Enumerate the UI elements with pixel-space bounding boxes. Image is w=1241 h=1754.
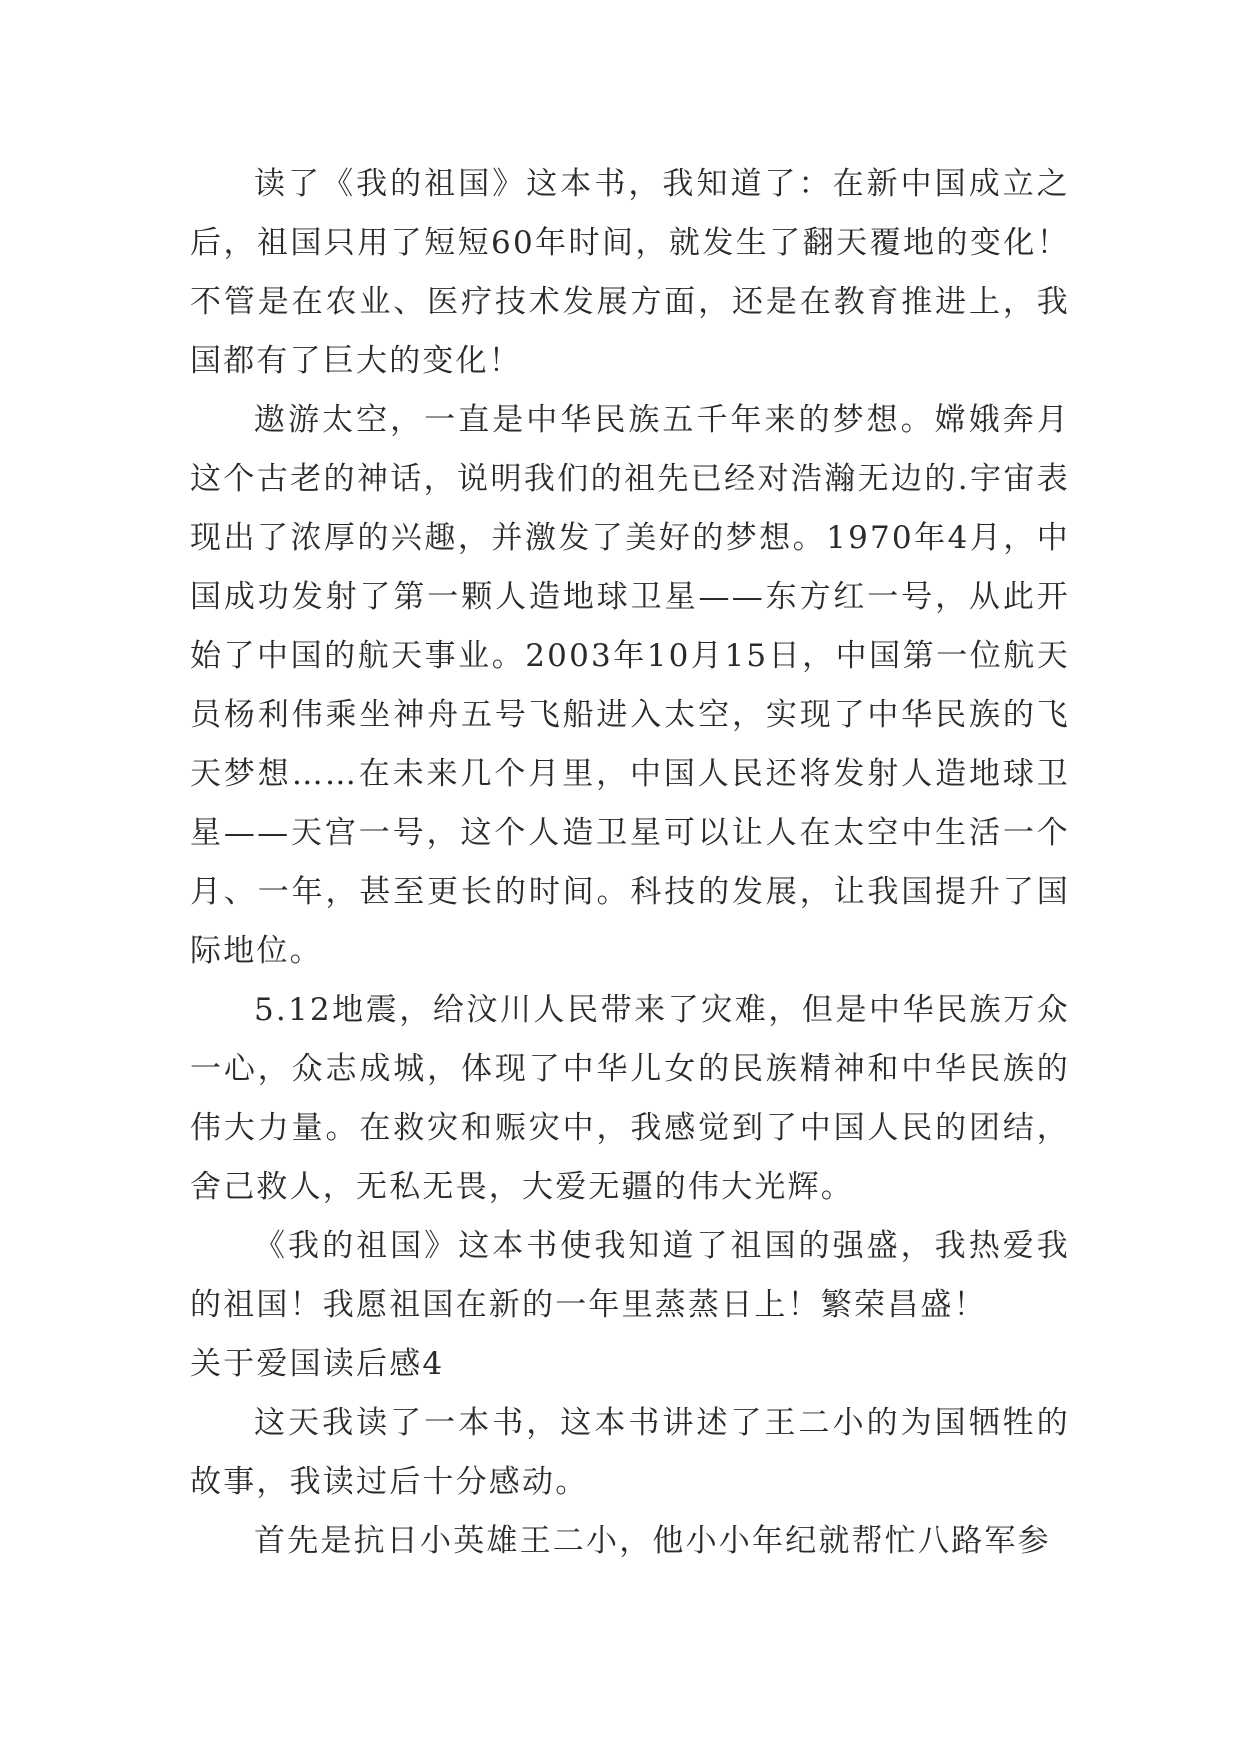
document-body	[190, 155, 1070, 1571]
paragraph-conclusion: 《我的祖国》这本书使我知道了祖国的强盛，我热爱我的祖国！我愿祖国在新的一年里蒸蒸日上！繁荣昌盛！	[190, 1228, 1070, 1323]
paragraph-space-dream: 遨游太空，一直是中华民族五千年来的梦想。嫦娥奔月这个古老的神话，说明我们的祖先已经对浩瀚无边的.宇宙表现出了浓厚的兴趣，并激发了美好的梦想。1970年4月，中国成功发射了第一颗人造地球卫星——东方红一号，从此开始了中国的航天事业。2003年10月15日，中国第一位航天员杨利伟乘坐神舟五号飞船进入太空，实现了中华民族的飞天梦想……在未来几个月里，中国人民还将发射人造地球卫星——天宫一号，这个人造卫星可以让人在太空中生活一个月、一年，甚至更长的时间。科技的发展，让我国提升了国际地位。	[190, 402, 1070, 969]
paragraph-section-intro: 这天我读了一本书，这本书讲述了王二小的为国牺牲的故事，我读过后十分感动。	[190, 1405, 1070, 1500]
paragraph-section-continued: 首先是抗日小英雄王二小，他小小年纪就帮忙八路军参	[254, 1523, 1051, 1559]
paragraph-earthquake: 5.12地震，给汶川人民带来了灾难，但是中华民族万众一心，众志成城，体现了中华儿女的民族精神和中华民族的伟大力量。在救灾和赈灾中，我感觉到了中国人民的团结，舍己救人，无私无畏，大爱无疆的伟大光辉。	[190, 992, 1070, 1205]
section-heading: 关于爱国读后感4	[190, 1346, 445, 1382]
paragraph-book-reflection: 读了《我的祖国》这本书，我知道了：在新中国成立之后，祖国只用了短短60年时间，就发生了翻天覆地的变化！不管是在农业、医疗技术发展方面，还是在教育推进上，我国都有了巨大的变化！	[190, 166, 1070, 379]
